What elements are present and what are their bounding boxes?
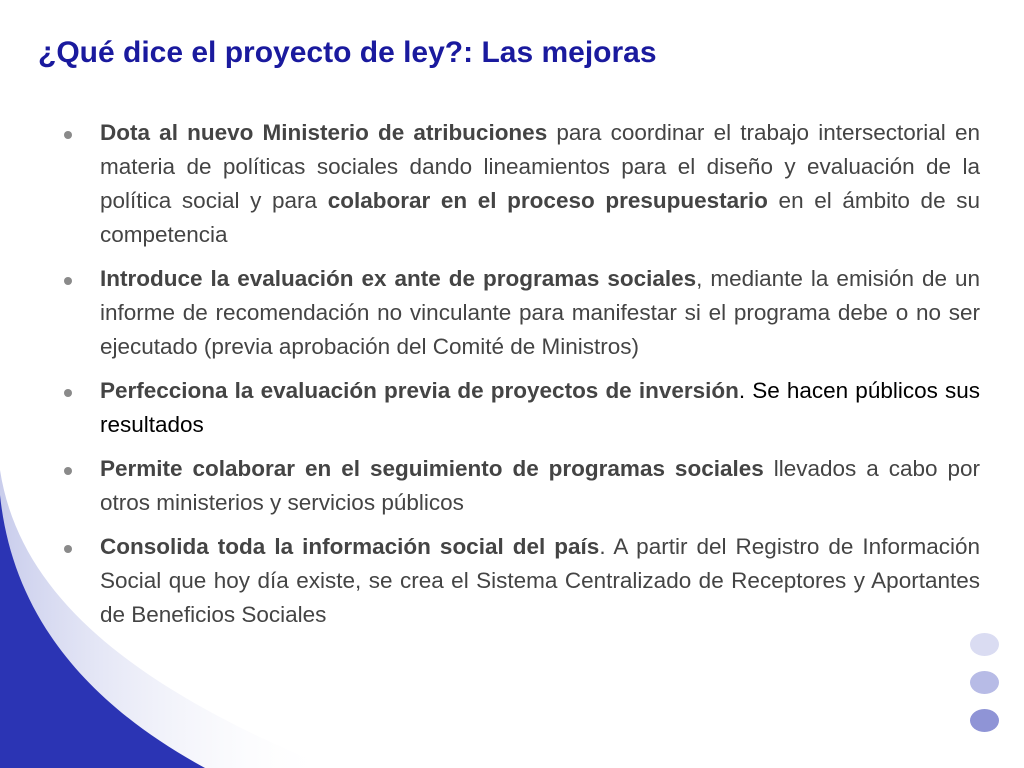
bullet-item-informacion-social [56,530,980,632]
bullet-text: . A partir del Registro de Información Social que hoy día existe, se crea el Sistema Centralizado de Receptores y Aportantes de Beneficios Sociales [100,534,980,627]
slide-title: ¿Qué dice el proyecto de ley?: Las mejoras [38,36,657,69]
bullet-item-ministerio [56,116,980,252]
bullet-dot-icon [64,131,72,139]
bullet-text-2: en el ámbito de su competencia [100,188,980,247]
bullet-dot-icon [64,277,72,285]
decor-dot-1 [970,633,999,656]
bullet-text: para coordinar el trabajo intersectorial en materia de políticas sociales dando lineamientos para el diseño y evaluación de la política social y para [100,120,981,213]
decor-dot-3 [970,709,999,732]
bullet-item-proyectos-inversion [56,374,980,442]
bullet-dot-icon [64,389,72,397]
bullet-item-evaluacion-ex-ante [56,262,980,364]
bullet-dot-icon [64,545,72,553]
bullet-bold-text-2: colaborar en el proceso presupuestario [327,188,768,213]
bullet-bold-text: Consolida toda la información social del país [100,534,600,559]
bullet-bold-text: Permite colaborar en el seguimiento de programas sociales [100,456,764,481]
bullet-text: , mediante la emisión de un informe de recomendación no vinculante para manifestar si el programa debe o no ser ejecutado (previa aprobación del Comité de Ministros) [100,266,980,359]
bullet-item-seguimiento [56,452,980,520]
bullet-dot-icon [64,467,72,475]
bullet-bold-text: Dota al nuevo Ministerio de atribuciones [100,120,548,145]
decor-dot-2 [970,671,999,694]
bullet-text: llevados a cabo por otros ministerios y servicios públicos [100,456,980,515]
bullet-text: . Se hacen públicos sus resultados [100,378,980,437]
bullet-bold-text: Perfecciona la evaluación previa de proyectos de inversión [100,378,739,403]
bullet-bold-text: Introduce la evaluación ex ante de programas sociales [100,266,697,291]
bullet-list [56,116,980,642]
